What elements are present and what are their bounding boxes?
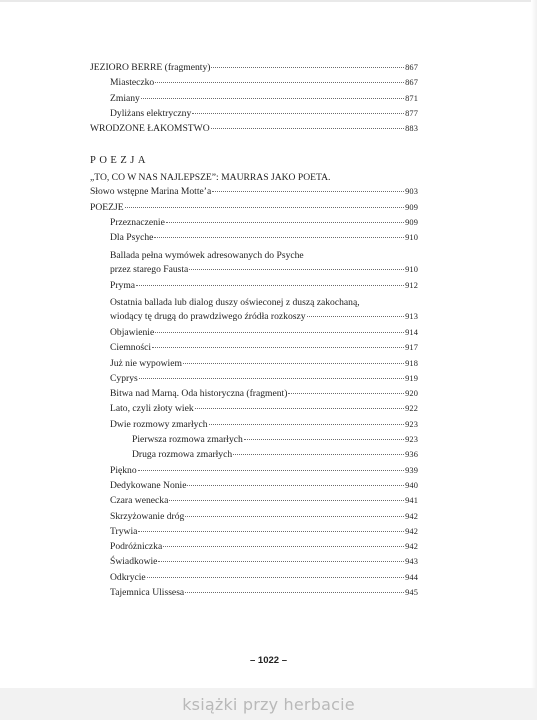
toc-entry [90,541,418,556]
toc-entry-page: 942 [405,511,418,521]
toc-entry-page: 909 [405,202,418,212]
toc-entry-page: 867 [405,78,418,88]
toc-entry [90,77,418,92]
toc-entry-title: Dedykowane Nonie [110,479,187,491]
toc-entry-title: Słowo wstępne Marina Motte’a [90,186,212,198]
toc-entry-page: 918 [405,358,418,368]
toc-entry [90,572,418,587]
toc-entry-title: Druga rozmowa zmarłych [132,449,233,461]
dot-leader [244,439,404,440]
toc-entry [90,526,418,541]
dot-leader [307,316,405,317]
toc-entry [90,232,418,247]
dot-leader [139,378,404,379]
toc-entry-title: Zmiany [110,92,140,104]
dot-leader [152,347,404,348]
toc-entry-title: Przeznaczenie [110,217,165,229]
table-of-contents [90,62,418,602]
toc-entry [90,248,418,280]
toc-top-list [90,62,418,138]
toc-entry-page: 919 [405,373,418,383]
toc-entry-title: WRODZONE ŁAKOMSTWO [90,123,210,135]
dot-leader [187,485,404,486]
dot-leader [125,207,405,208]
toc-entry-page: 883 [405,124,418,134]
toc-entry [90,449,418,464]
toc-entry-page: 945 [405,588,418,598]
toc-entry-title: Skrzyżowanie dróg [110,510,185,522]
toc-entry-page: 917 [405,343,418,353]
toc-entry [90,388,418,403]
toc-entry-title: Ciemności [110,342,152,354]
dot-leader [155,82,404,83]
toc-entry [90,403,418,418]
toc-entry-title: wiodący tę drugą do prawdziwego źródła rozkoszy [110,310,306,322]
toc-entry-title-line1: Ostatnia ballada lub dialog duszy oświeconej z duszą zakochaną, [110,296,360,308]
toc-entry-page: 920 [405,389,418,399]
toc-entry [90,217,418,232]
dot-leader [141,98,404,99]
dot-leader [158,561,404,562]
page-number: – 1022 – [250,655,287,666]
toc-entry-page: 910 [405,233,418,243]
toc-entry [90,202,418,217]
toc-entry-title: POEZJE [90,201,124,213]
section-subtitle: „TO, CO W NAS NAJLEPSZE”: MAURRAS JAKO POETA. [90,172,331,184]
toc-entry [90,342,418,357]
toc-entry-title: Piękno [110,464,137,476]
dot-leader [209,424,405,425]
dot-leader [233,454,404,455]
dot-leader [211,128,404,129]
toc-entry-page: 903 [405,187,418,197]
toc-entry-page: 910 [405,264,418,274]
toc-entry-title: Lato, czyli złoty wiek [110,403,194,415]
section-title: POEZJA [90,155,149,167]
toc-entry-page: 943 [405,557,418,567]
toc-entry-page: 867 [405,63,418,72]
toc-entry-title: Bitwa nad Marną. Oda historyczna (fragment) [110,388,288,400]
toc-entry-page: 913 [405,311,418,321]
dot-leader [136,285,404,286]
toc-entry [90,434,418,449]
toc-entry [90,108,418,123]
toc-entry [90,465,418,480]
toc-entry-page: 912 [405,280,418,290]
dot-leader [192,113,404,114]
toc-entry-title: Odkrycie [110,571,146,583]
toc-entry-stack [110,295,418,327]
toc-entry-line2 [110,264,418,279]
dot-leader [166,222,404,223]
toc-entry [90,327,418,342]
toc-entry-page: 940 [405,480,418,490]
page-top-edge [0,0,537,2]
toc-entry-title: Pryma [110,279,136,291]
toc-entry-page: 922 [405,404,418,414]
dot-leader [147,577,404,578]
dot-leader [185,592,404,593]
toc-entry-title: JEZIORO BERRE (fragmenty) [90,62,211,73]
toc-entry-page: 923 [405,435,418,445]
toc-entry [90,123,418,138]
toc-entry [90,280,418,295]
dot-leader [163,546,404,547]
toc-entry-page: 942 [405,542,418,552]
toc-entry-title: Podróżniczka [110,541,163,553]
dot-leader [138,531,404,532]
dot-leader [138,470,404,471]
dot-leader [154,237,404,238]
toc-entry-title-line1: Ballada pełna wymówek adresowanych do Psyche [110,249,304,261]
toc-entry-title: Dla Psyche [110,232,154,244]
toc-entry-title: Miasteczko [110,77,155,89]
toc-entry-title: Cyprys [110,372,138,384]
toc-entry-title: Trywia [110,525,138,537]
toc-entry-page: 914 [405,327,418,337]
toc-entry [90,373,418,388]
watermark: książki przy herbacie [182,695,355,714]
toc-entry [90,587,418,602]
toc-bottom-list [90,186,418,602]
toc-entry [90,511,418,526]
toc-entry-page: 939 [405,465,418,475]
dot-leader [211,67,404,68]
toc-entry-line2 [110,311,418,326]
toc-entry-page: 877 [405,108,418,118]
toc-entry-stack [110,248,418,280]
dot-leader [189,269,404,270]
toc-entry-page: 871 [405,93,418,103]
toc-entry-title: Czara wenecka [110,495,169,507]
dot-leader [185,516,404,517]
toc-entry-title: Świadkowie [110,556,158,568]
toc-entry [90,62,418,77]
toc-entry [90,358,418,373]
toc-entry-page: 936 [405,450,418,460]
toc-entry [90,93,418,108]
toc-entry-title: Pierwsza rozmowa zmarłych [132,434,243,446]
page-right-edge [531,0,537,690]
toc-entry-title: Dwie rozmowy zmarłych [110,418,208,430]
dot-leader [195,408,404,409]
dot-leader [169,500,404,501]
toc-entry [90,295,418,327]
dot-leader [288,393,404,394]
toc-entry [90,556,418,571]
toc-entry-page: 941 [405,496,418,506]
toc-entry-title: przez starego Fausta [110,263,189,275]
toc-entry [90,419,418,434]
toc-entry-title: Objawienie [110,326,155,338]
toc-entry [90,480,418,495]
toc-entry-page: 944 [405,572,418,582]
toc-entry-title: Tajemnica Ulissesa [110,587,185,599]
dot-leader [183,363,404,364]
dot-leader [212,191,404,192]
toc-entry [90,495,418,510]
toc-entry-page: 923 [405,419,418,429]
toc-entry-title: Już nie wypowiem [110,357,182,369]
toc-entry-title: Dyliżans elektryczny [110,107,192,119]
toc-entry-page: 909 [405,218,418,228]
toc-entry [90,186,418,201]
toc-entry-page: 942 [405,526,418,536]
dot-leader [155,332,404,333]
